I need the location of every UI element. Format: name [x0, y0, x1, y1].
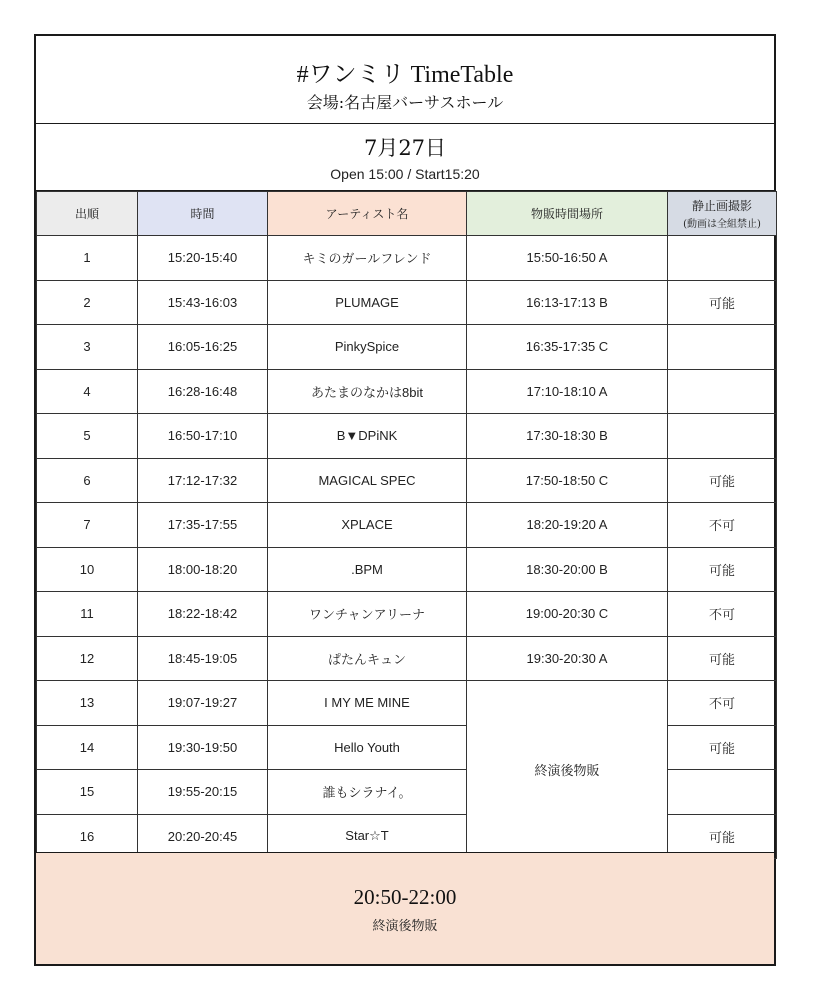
photo-header-note: (動画は全組禁止)	[683, 219, 761, 230]
cell-merch: 16:13-17:13 B	[467, 280, 668, 325]
cell-artist: 誰もシラナイ。	[268, 770, 467, 815]
cell-order: 2	[37, 280, 138, 325]
cell-artist: Hello Youth	[268, 725, 467, 770]
cell-time: 15:20-15:40	[138, 236, 268, 281]
cell-time: 17:12-17:32	[138, 458, 268, 503]
page-title: #ワンミリ TimeTable	[296, 62, 514, 88]
cell-photo	[668, 770, 777, 815]
cell-time: 16:05-16:25	[138, 325, 268, 370]
column-header-time: 時間	[138, 192, 268, 236]
cell-time: 16:50-17:10	[138, 414, 268, 459]
column-header-order: 出順	[37, 192, 138, 236]
cell-photo: 不可	[668, 503, 777, 548]
table-row	[37, 636, 777, 681]
cell-photo: 可能	[668, 280, 777, 325]
cell-photo: 不可	[668, 592, 777, 637]
column-header-artist: アーティスト名	[268, 192, 467, 236]
timetable-sheet	[34, 34, 776, 966]
photo-header-label: 静止画撮影	[691, 199, 752, 213]
cell-time: 19:55-20:15	[138, 770, 268, 815]
venue-label: 会場:名古屋バーサスホール	[306, 93, 504, 112]
cell-merch: 19:30-20:30 A	[467, 636, 668, 681]
cell-time: 16:28-16:48	[138, 369, 268, 414]
table-row	[37, 236, 777, 281]
cell-artist: あたまのなかは8bit	[268, 369, 467, 414]
date-section	[36, 124, 774, 191]
cell-merch: 17:30-18:30 B	[467, 414, 668, 459]
cell-time: 18:00-18:20	[138, 547, 268, 592]
cell-artist: ワンチャンアリーナ	[268, 592, 467, 637]
cell-order: 10	[37, 547, 138, 592]
table-row	[37, 369, 777, 414]
cell-photo: 可能	[668, 547, 777, 592]
cell-merch: 17:10-18:10 A	[467, 369, 668, 414]
cell-artist: Star☆T	[268, 814, 467, 859]
cell-order: 4	[37, 369, 138, 414]
table-row	[37, 414, 777, 459]
table-row	[37, 458, 777, 503]
cell-merch: 18:30-20:00 B	[467, 547, 668, 592]
table-row	[37, 592, 777, 637]
cell-photo: 可能	[668, 725, 777, 770]
cell-artist: MAGICAL SPEC	[268, 458, 467, 503]
cell-order: 6	[37, 458, 138, 503]
cell-order: 11	[37, 592, 138, 637]
cell-merch: 16:35-17:35 C	[467, 325, 668, 370]
cell-time: 15:43-16:03	[138, 280, 268, 325]
cell-photo: 可能	[668, 458, 777, 503]
cell-time: 19:07-19:27	[138, 681, 268, 726]
cell-time: 19:30-19:50	[138, 725, 268, 770]
cell-photo: 可能	[668, 814, 777, 859]
open-start-times: Open 15:00 / Start15:20	[330, 166, 480, 182]
cell-order: 13	[37, 681, 138, 726]
cell-artist: キミのガールフレンド	[268, 236, 467, 281]
cell-photo	[668, 414, 777, 459]
cell-merch-after-show: 終演後物販	[467, 681, 668, 859]
event-date: 7月27日	[363, 136, 447, 160]
cell-order: 3	[37, 325, 138, 370]
cell-photo	[668, 236, 777, 281]
cell-artist: PinkySpice	[268, 325, 467, 370]
cell-order: 15	[37, 770, 138, 815]
column-header-photo	[668, 192, 777, 236]
table-row	[37, 325, 777, 370]
table-row	[37, 547, 777, 592]
cell-time: 20:20-20:45	[138, 814, 268, 859]
cell-artist: I MY ME MINE	[268, 681, 467, 726]
cell-photo	[668, 369, 777, 414]
footer-label: 終演後物販	[372, 919, 438, 934]
footer-time: 20:50-22:00	[353, 885, 457, 909]
cell-order: 16	[37, 814, 138, 859]
table-header-row	[37, 192, 777, 236]
cell-merch: 19:00-20:30 C	[467, 592, 668, 637]
column-header-merch: 物販時間場所	[467, 192, 668, 236]
after-show-merch-footer	[36, 852, 774, 964]
cell-artist: .BPM	[268, 547, 467, 592]
cell-photo: 可能	[668, 636, 777, 681]
cell-time: 18:22-18:42	[138, 592, 268, 637]
cell-order: 14	[37, 725, 138, 770]
cell-photo	[668, 325, 777, 370]
cell-artist: ぱたんキュン	[268, 636, 467, 681]
cell-artist: B▼DPiNK	[268, 414, 467, 459]
table-row	[37, 503, 777, 548]
cell-order: 1	[37, 236, 138, 281]
table-row	[37, 681, 777, 726]
cell-artist: XPLACE	[268, 503, 467, 548]
cell-order: 12	[37, 636, 138, 681]
cell-merch: 15:50-16:50 A	[467, 236, 668, 281]
cell-photo: 不可	[668, 681, 777, 726]
cell-merch: 17:50-18:50 C	[467, 458, 668, 503]
header-section	[36, 36, 774, 124]
timetable	[36, 191, 777, 859]
cell-order: 7	[37, 503, 138, 548]
cell-order: 5	[37, 414, 138, 459]
table-row	[37, 280, 777, 325]
cell-merch: 18:20-19:20 A	[467, 503, 668, 548]
cell-time: 18:45-19:05	[138, 636, 268, 681]
cell-time: 17:35-17:55	[138, 503, 268, 548]
cell-artist: PLUMAGE	[268, 280, 467, 325]
